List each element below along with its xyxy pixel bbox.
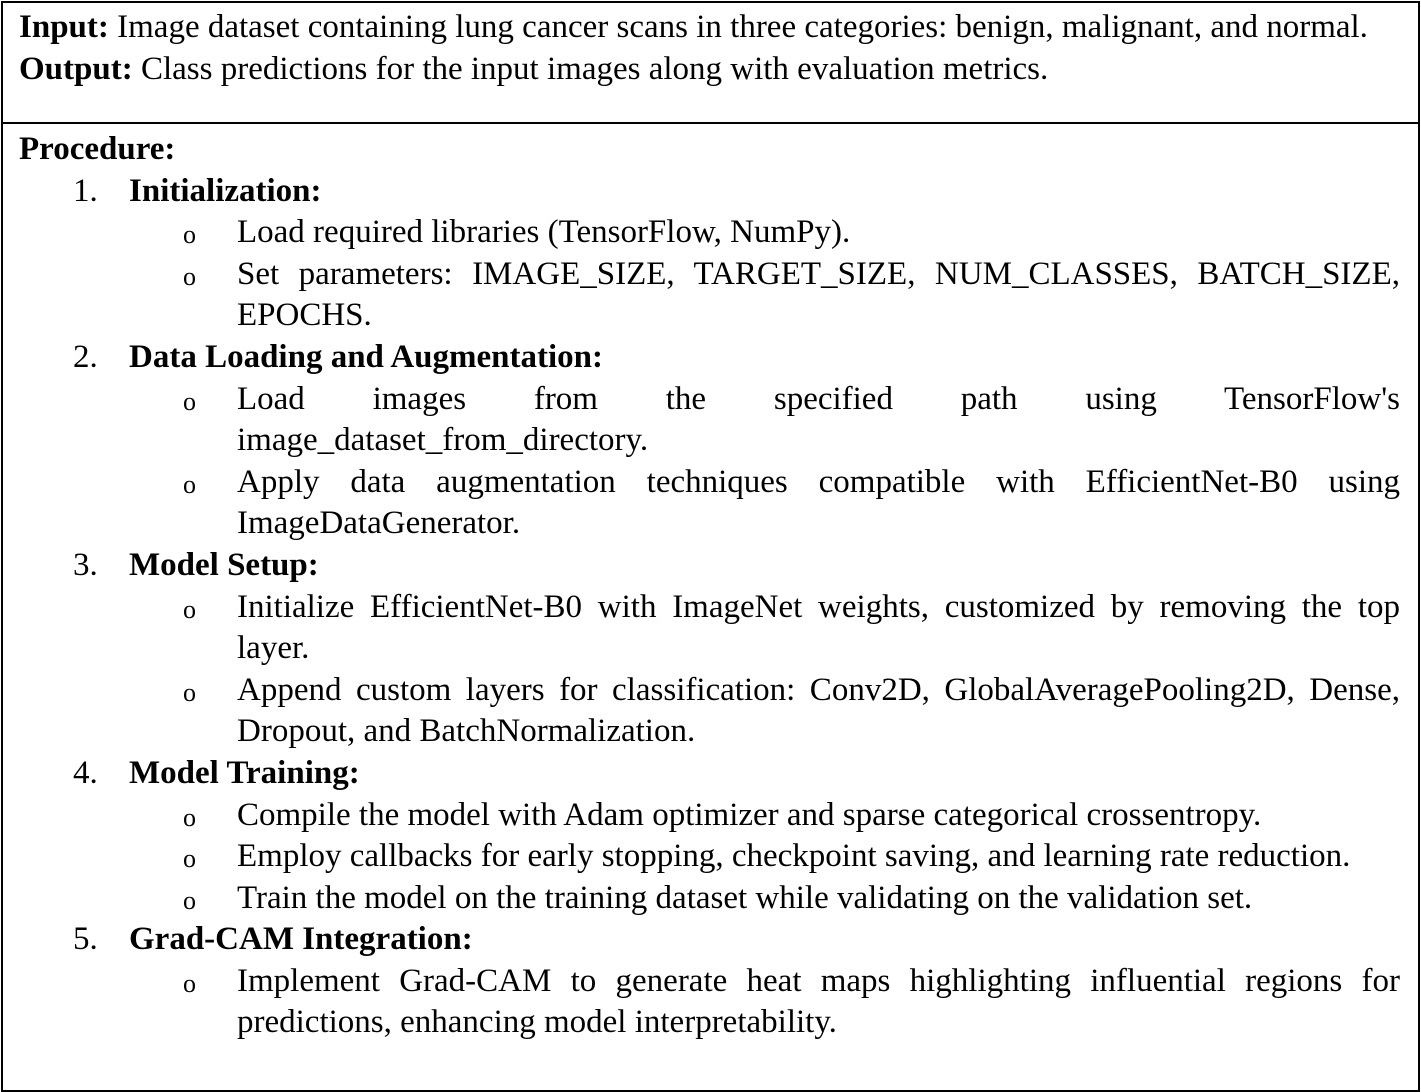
step-sub-list [19, 961, 1400, 1044]
sub-list-item [19, 379, 1400, 462]
step-header [19, 753, 1400, 795]
sub-list-item [19, 587, 1400, 670]
step-title: Data Loading and Augmentation: [129, 338, 604, 375]
sub-list-item [19, 462, 1400, 545]
procedure-heading: Procedure: [19, 131, 176, 167]
circle-bullet-icon: o [183, 261, 196, 291]
circle-bullet-icon: o [183, 220, 196, 250]
sub-item-text: Train the model on the training dataset while validating on the validation set. [237, 879, 1253, 916]
circle-bullet-icon: o [183, 844, 196, 874]
sub-item-text: Load required libraries (TensorFlow, NumPy). [237, 214, 851, 251]
step-title: Model Setup: [129, 546, 319, 583]
sub-item-text: Compile the model with Adam optimizer and sparse categorical crossentropy. [237, 796, 1262, 833]
step-header [19, 545, 1400, 587]
step-title: Model Training: [129, 754, 360, 791]
procedure-step [19, 919, 1400, 1044]
input-label: Input: [19, 9, 109, 45]
sub-list-item [19, 961, 1400, 1044]
sub-list-item [19, 670, 1400, 753]
procedure-step [19, 545, 1400, 753]
sub-list-item [19, 254, 1400, 337]
circle-bullet-icon: o [183, 386, 196, 416]
step-sub-list [19, 587, 1400, 753]
steps-list [19, 171, 1400, 1044]
step-number: 2. [73, 338, 98, 375]
step-header [19, 919, 1400, 961]
circle-bullet-icon: o [183, 677, 196, 707]
sub-item-text: Implement Grad-CAM to generate heat maps highlighting influential regions for predictions, enhancing model interpretability. [237, 962, 1400, 1041]
sub-item-text: Apply data augmentation techniques compatible with EfficientNet-B0 using ImageDataGenerator. [237, 463, 1400, 542]
sub-item-text: Load images from the specified path using TensorFlow's image_dataset_from_directory. [237, 380, 1400, 459]
output-label: Output: [19, 50, 133, 87]
procedure-step [19, 337, 1400, 545]
step-header [19, 337, 1400, 379]
step-number: 4. [73, 754, 98, 791]
circle-bullet-icon: o [183, 469, 196, 499]
procedure-section [3, 124, 1418, 1044]
step-number: 5. [73, 921, 98, 958]
circle-bullet-icon: o [183, 968, 196, 998]
sub-list-item [19, 836, 1400, 878]
sub-list-item [19, 795, 1400, 837]
sub-item-text: Initialize EfficientNet-B0 with ImageNet weights, customized by removing the top layer. [237, 588, 1400, 667]
step-sub-list [19, 795, 1400, 920]
sub-item-text: Set parameters: IMAGE_SIZE, TARGET_SIZE, NUM_CLASSES, BATCH_SIZE, EPOCHS. [237, 255, 1400, 334]
procedure-step [19, 753, 1400, 919]
sub-item-text: Append custom layers for classification: Conv2D, GlobalAveragePooling2D, Dense, Dropout, and BatchNormalization. [237, 671, 1400, 750]
circle-bullet-icon: o [183, 885, 196, 915]
step-number: 3. [73, 546, 98, 583]
output-line [19, 49, 1400, 91]
input-text: Image dataset containing lung cancer scans in three categories: benign, malignant, and normal. [117, 9, 1368, 45]
step-title: Initialization: [129, 172, 322, 209]
circle-bullet-icon: o [183, 802, 196, 832]
step-title: Grad-CAM Integration: [129, 921, 473, 958]
input-line [19, 7, 1400, 49]
procedure-step [19, 171, 1400, 337]
step-sub-list [19, 379, 1400, 545]
circle-bullet-icon: o [183, 594, 196, 624]
step-number: 1. [73, 172, 98, 209]
io-section [3, 3, 1418, 124]
step-header [19, 171, 1400, 213]
output-text: Class predictions for the input images along with evaluation metrics. [140, 50, 1049, 87]
algorithm-box [1, 1, 1420, 1092]
sub-list-item [19, 878, 1400, 920]
sub-list-item [19, 212, 1400, 254]
sub-item-text: Employ callbacks for early stopping, checkpoint saving, and learning rate reduction. [237, 838, 1351, 875]
step-sub-list [19, 212, 1400, 337]
